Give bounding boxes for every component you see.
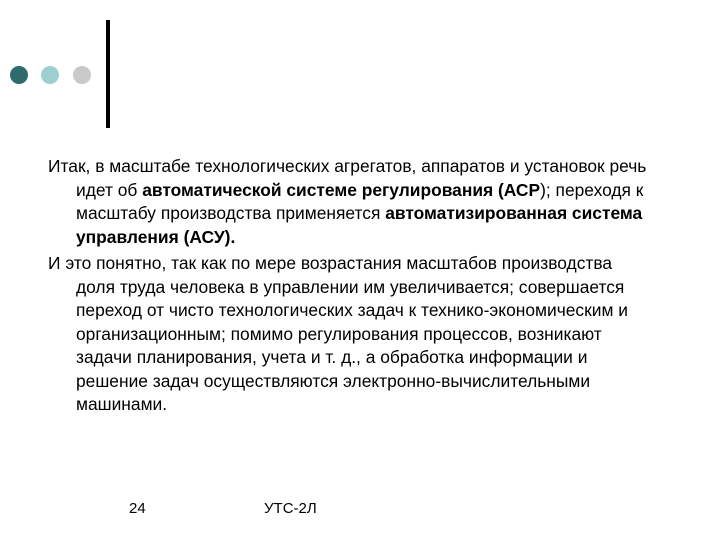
paragraph-1 (48, 155, 648, 249)
decor-dot-gray (73, 66, 91, 84)
decor-dot-dark-teal (10, 66, 28, 84)
footer-page-number: 24 (129, 500, 146, 517)
decor-dot-light-teal (41, 66, 59, 84)
slide-body (48, 155, 648, 420)
paragraph-2: И это понятно, так как по мере возрастания масштабов производства доля труда человека в управлении им увеличивается; совершается переход от чисто технологических задач к технико-экономическим и организационным; помимо регулирования процессов, возникают задачи планирования, учета и т. д., а обработка информации и решение задач осуществляются электронно-вычислительными машинами. (48, 253, 628, 414)
paragraph-1-text-b: ); переходя к масштабу производства применяется (76, 179, 644, 223)
paragraph-1-bold-asu: автоматизированная система управления (АСУ). (76, 203, 643, 247)
paragraph-1-text-a: Итак, в масштабе технологических агрегатов, аппаратов и установок речь идет об (48, 156, 647, 200)
footer-title: УТС-2Л (264, 500, 317, 517)
decor-vertical-line (106, 20, 110, 128)
paragraph-1-bold-asr: автоматической системе регулирования (АСР (142, 179, 541, 200)
